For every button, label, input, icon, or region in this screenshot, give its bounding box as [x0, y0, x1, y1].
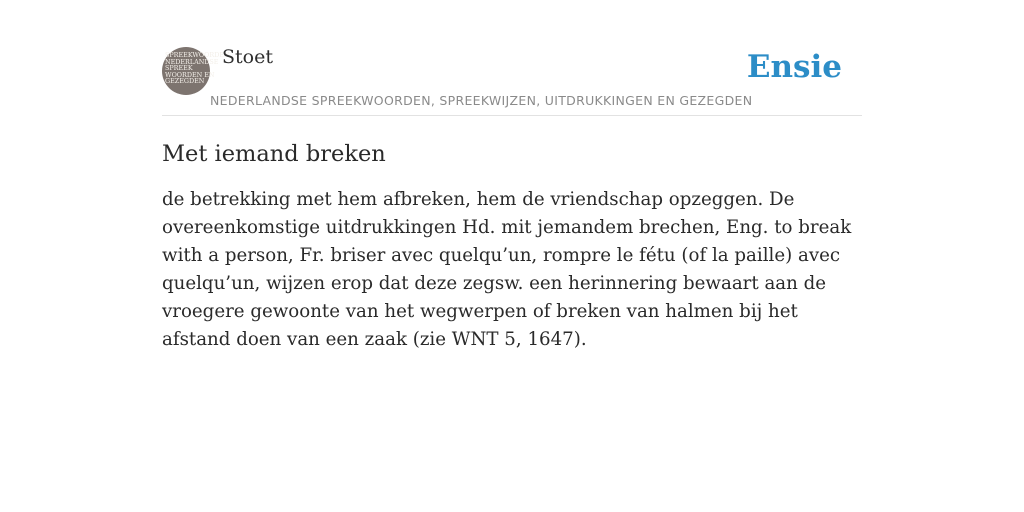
source-cover-avatar[interactable]: [162, 47, 230, 95]
avatar-cover-text: SPREEKWOORDEN NEDERLANDSE SPREEK WOORDEN EN GEZEGDEN: [165, 51, 230, 86]
entry-card: [162, 40, 862, 354]
source-title[interactable]: NEDERLANDSE SPREEKWOORDEN, SPREEKWIJZEN, UITDRUKKINGEN EN GEZEGDEN: [210, 93, 753, 108]
author-name[interactable]: Stoet: [222, 46, 273, 68]
entry-header: [162, 40, 862, 116]
entry-definition: de betrekking met hem afbreken, hem de vriendschap opzeggen. De overeenkomstige uitdrukkingen Hd. mit jemandem brechen, Eng. to break with a person, Fr. briser avec quelqu’un, rompre le fétu (of la paille) avec quelqu’un, wijzen erop dat deze zegsw. een herinnering bewaart aan de vroegere gewoonte van het wegwerpen of breken van halmen bij het afstand doen van een zaak (zie WNT 5, 1647).: [162, 189, 852, 350]
entry-title: Met iemand breken: [162, 141, 386, 167]
ensie-logo[interactable]: Ensie: [746, 49, 842, 85]
